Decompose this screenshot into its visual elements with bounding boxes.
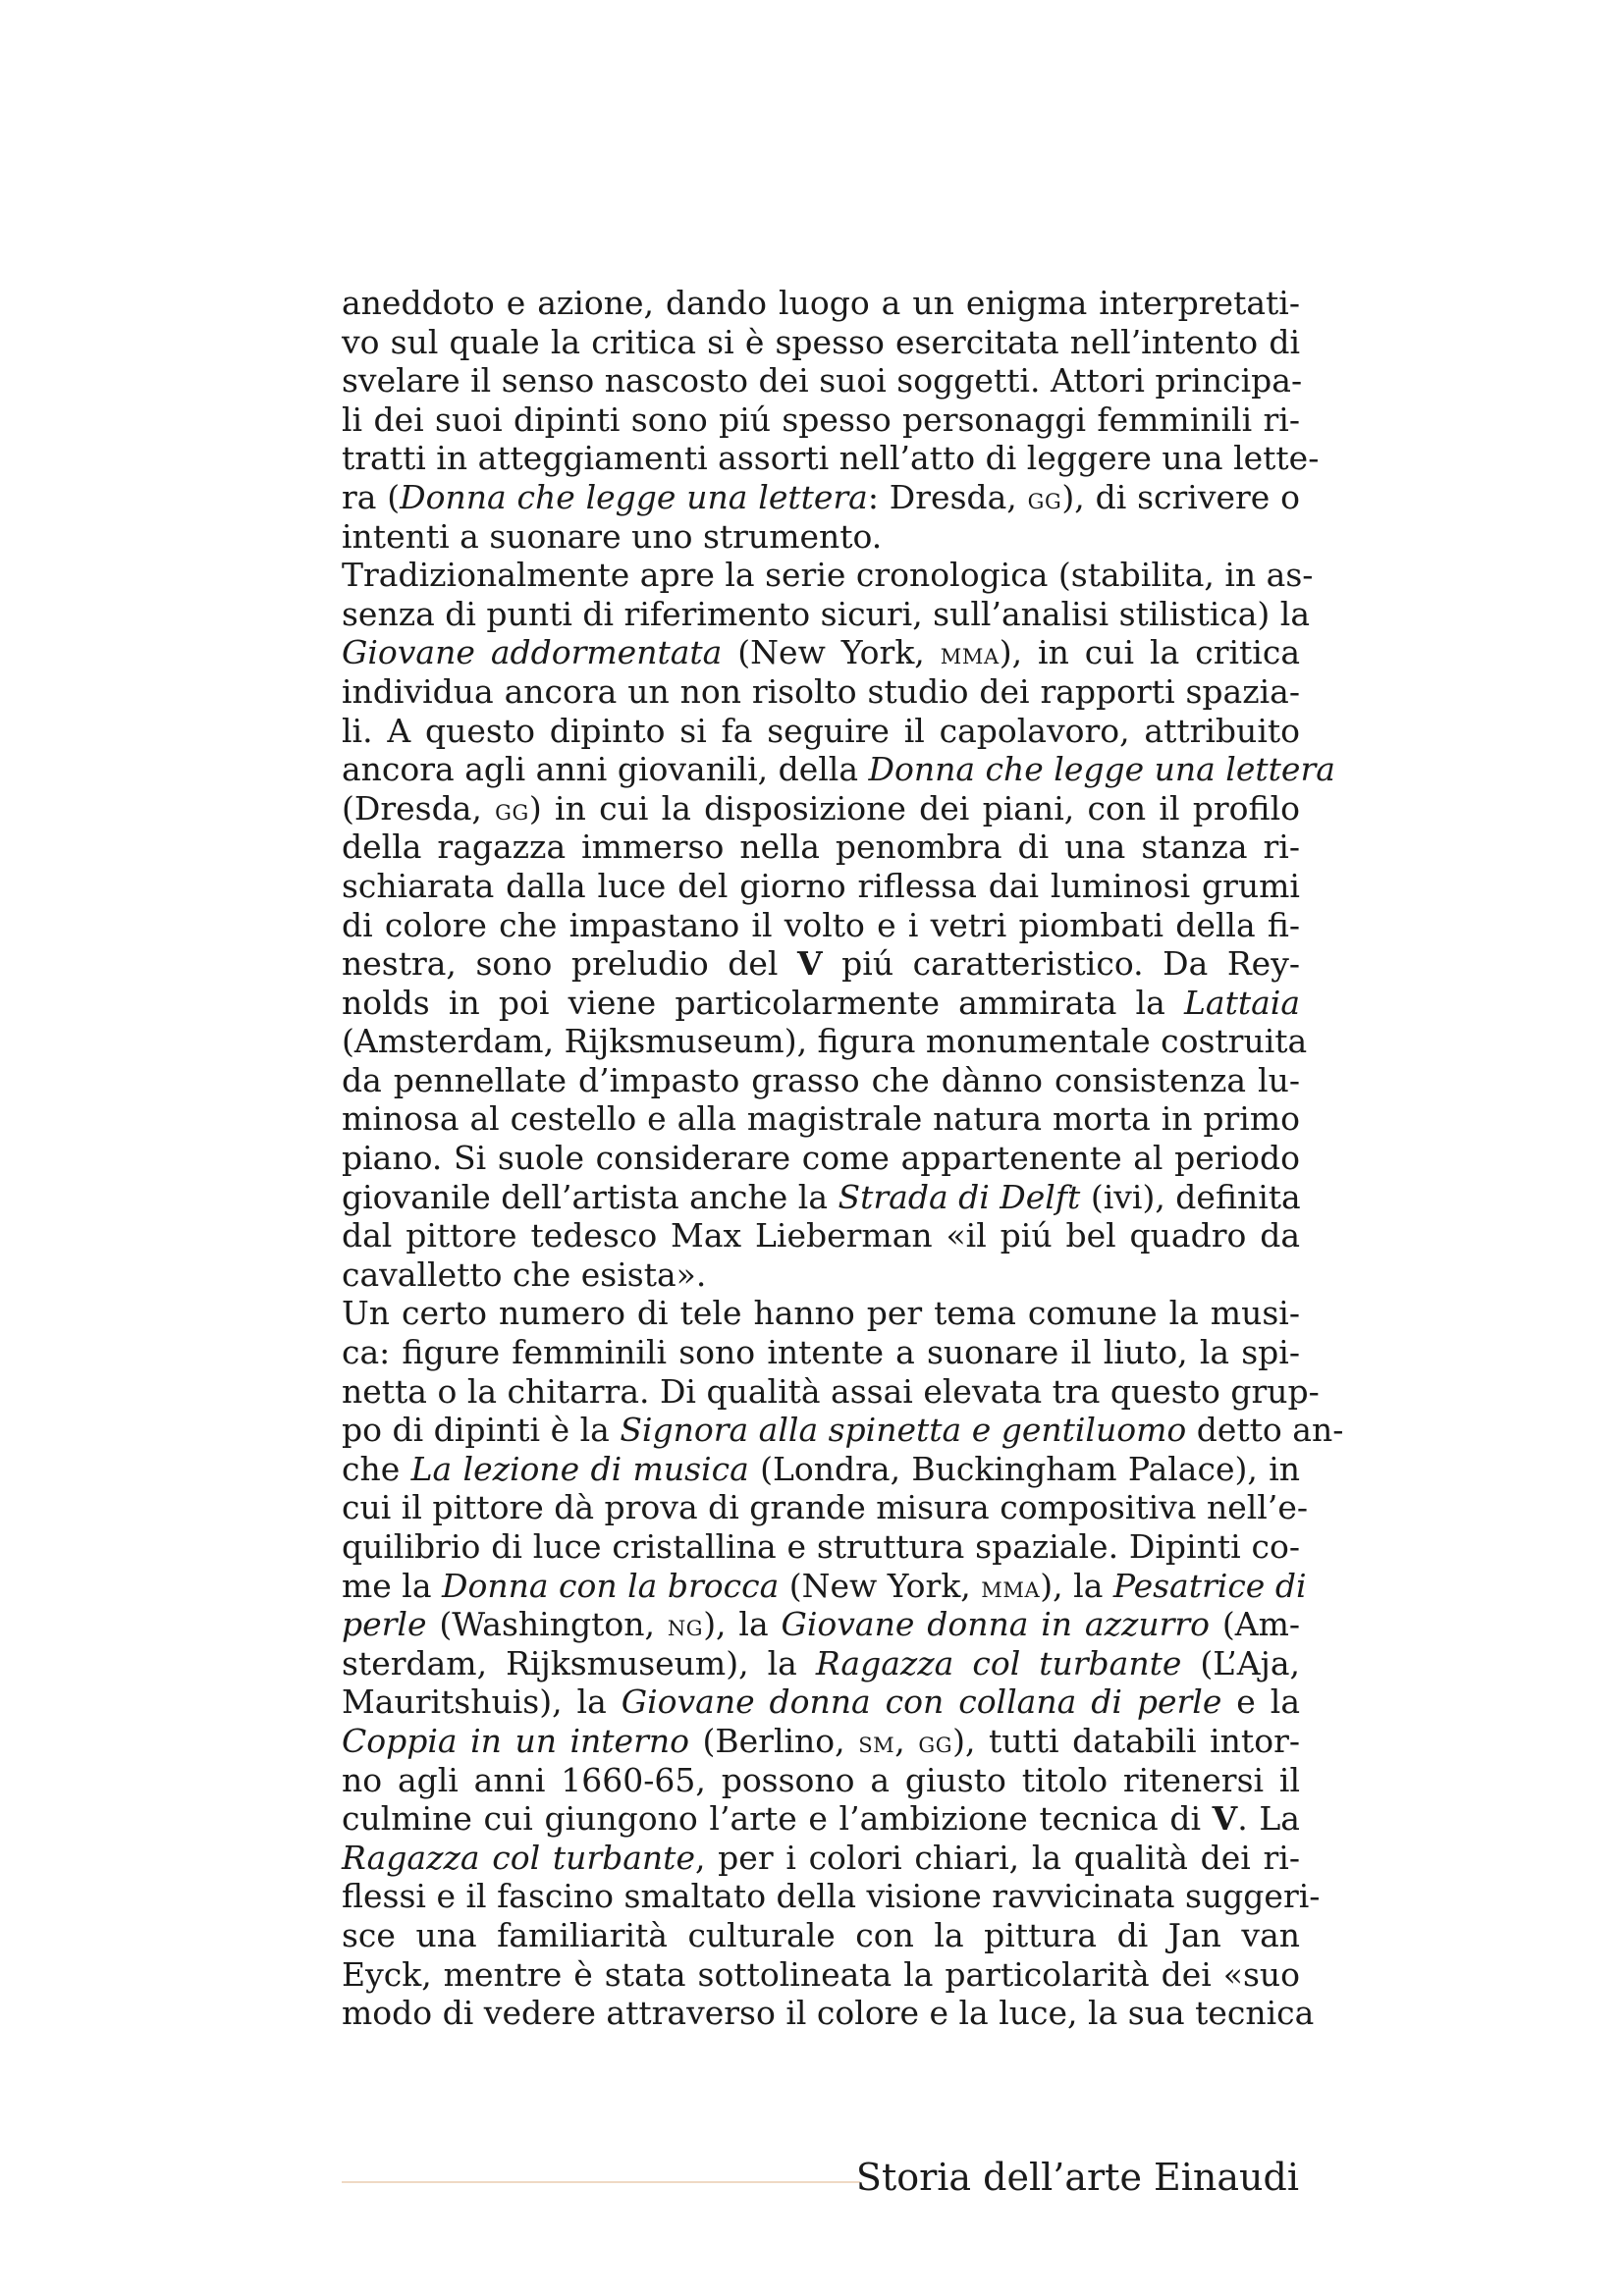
italic-title: Ragazza col turbante	[815, 1643, 1182, 1682]
text-line	[342, 1994, 1315, 2033]
text-line	[342, 1178, 1300, 1217]
text-run: che	[342, 1449, 411, 1488]
text-line	[342, 1682, 1300, 1722]
text-line	[342, 984, 1300, 1023]
text-line	[342, 1839, 1300, 1878]
text-run: li. A questo dipinto si fa seguire il capolavoro, attribuito	[342, 711, 1300, 750]
italic-title: Giovane donna con collana di perle	[621, 1682, 1222, 1722]
text-line	[342, 1488, 1309, 1527]
text-run: ) in cui la disposizione dei piani, con il profilo	[528, 788, 1300, 828]
text-run: svelare il senso nascosto dei suoi soggetti. Attori principa-	[342, 361, 1303, 400]
text-run: di colore che impastano il volto e i vetri piombati della fi-	[342, 905, 1300, 944]
text-run: giovanile dell’artista anche la	[342, 1177, 839, 1216]
text-run: ), la	[1040, 1566, 1113, 1605]
footer-rule	[342, 2181, 860, 2183]
abbreviation: mma	[940, 637, 1000, 672]
text-run: (Washington,	[426, 1605, 668, 1644]
text-run: (Amsterdam, Rijksmuseum), figura monumentale costruita	[342, 1022, 1308, 1061]
text-line	[342, 1566, 1307, 1606]
text-run: e la	[1221, 1682, 1300, 1722]
text-run: Mauritshuis), la	[342, 1682, 622, 1722]
bold-initial: V	[797, 944, 823, 984]
text-run: culmine cui giungono l’arte e l’ambizione tecnica di	[342, 1799, 1213, 1839]
abbreviation: gg	[495, 792, 529, 828]
text-line	[342, 789, 1300, 828]
footer-book-title: Storia dell’arte Einaudi	[855, 2156, 1299, 2199]
text-run: cui il pittore dà prova di grande misura compositiva nell’e-	[342, 1488, 1309, 1527]
text-run: po di dipinti è la	[342, 1411, 621, 1450]
text-line	[342, 906, 1300, 945]
text-line	[342, 1294, 1300, 1333]
text-line	[342, 1139, 1300, 1178]
italic-title: La lezione di musica	[410, 1449, 749, 1488]
text-run: sce una familiarità culturale con la pittura di Jan van	[342, 1915, 1300, 1954]
text-line	[342, 1061, 1300, 1100]
text-run: individua ancora un non risolto studio dei rapporti spazia-	[342, 671, 1300, 711]
text-run: li dei suoi dipinti sono piú spesso personaggi femminili ri-	[342, 400, 1300, 439]
text-run: da pennellate d’impasto grasso che dànno consistenza lu-	[342, 1060, 1300, 1099]
italic-title: Strada di Delft	[838, 1177, 1081, 1216]
text-line	[342, 1799, 1300, 1839]
text-run: cavalletto che esista».	[342, 1255, 707, 1294]
italic-title: Donna che legge una lettera	[868, 750, 1335, 789]
text-run: ancora agli anni giovanili, della	[342, 750, 869, 789]
text-run: (New York,	[722, 633, 941, 672]
text-run: nolds in poi viene particolarmente ammirata la	[342, 983, 1184, 1022]
text-run: piú caratteristico. Da Rey-	[822, 944, 1300, 984]
text-run: aneddoto e azione, dando luogo a un enigma interpretati-	[342, 284, 1300, 322]
text-run: ), di scrivere o	[1061, 477, 1300, 516]
text-line	[342, 633, 1300, 672]
text-run: ), tutti databili intor-	[952, 1721, 1300, 1760]
text-line	[342, 867, 1300, 906]
text-run: (Londra, Buckingham Palace), in	[748, 1449, 1300, 1488]
text-run: (Berlino,	[688, 1721, 859, 1760]
text-line	[342, 1527, 1300, 1567]
text-run: . La	[1237, 1799, 1300, 1839]
text-line	[342, 1644, 1300, 1683]
text-line	[342, 1411, 1344, 1450]
italic-title: perle	[342, 1605, 427, 1644]
text-line	[342, 1022, 1308, 1061]
text-line	[342, 439, 1320, 478]
text-run: , per i colori chiari, la qualità dei ri-	[694, 1838, 1300, 1877]
text-run: Un certo numero di tele hanno per tema comune la musi-	[342, 1294, 1300, 1333]
italic-title: Ragazza col turbante	[342, 1838, 695, 1877]
text-line	[342, 672, 1300, 712]
text-line	[342, 1722, 1300, 1761]
text-line	[342, 750, 1335, 789]
text-run: (Am-	[1210, 1605, 1301, 1644]
text-line	[342, 1255, 1300, 1295]
text-run: netta o la chitarra. Di qualità assai elevata tra questo grup-	[342, 1371, 1320, 1411]
text-run: (L’Aja,	[1181, 1643, 1300, 1682]
text-line	[342, 556, 1314, 595]
text-run: minosa al cestello e alla magistrale natura morta in primo	[342, 1099, 1300, 1139]
text-line	[342, 1761, 1300, 1800]
text-run: ), in cui la critica	[999, 633, 1300, 672]
bold-initial: V	[1212, 1799, 1238, 1839]
text-run: ra (	[342, 477, 401, 516]
text-line	[342, 1916, 1300, 1955]
italic-title: Pesatrice di	[1112, 1566, 1307, 1605]
text-run: della ragazza immerso nella penombra di una stanza ri-	[342, 828, 1300, 867]
abbreviation: gg	[1027, 481, 1062, 516]
italic-title: Giovane donna in azzurro	[781, 1605, 1211, 1644]
text-line	[342, 478, 1300, 517]
text-line	[342, 517, 1300, 557]
abbreviation: gg	[918, 1725, 953, 1760]
text-run: Eyck, mentre è stata sottolineata la particolarità dei «suo	[342, 1954, 1300, 1994]
text-run: ca: figure femminili sono intente a suonare il liuto, la spi-	[342, 1333, 1300, 1372]
text-run: no agli anni 1660-65, possono a giusto titolo ritenersi il	[342, 1760, 1300, 1799]
text-line	[342, 284, 1300, 323]
text-line	[342, 828, 1300, 867]
text-line	[342, 1099, 1300, 1139]
text-line	[342, 594, 1311, 634]
text-run: modo di vedere attraverso il colore e la luce, la sua tecnica	[342, 1994, 1315, 2033]
text-run: ), la	[703, 1605, 782, 1644]
text-run: : Dresda,	[867, 477, 1028, 516]
text-line	[342, 944, 1300, 984]
italic-title: Giovane addormentata	[342, 633, 723, 672]
text-run: Tradizionalmente apre la serie cronologica (stabilita, in as-	[342, 556, 1314, 595]
text-line	[342, 1877, 1321, 1916]
italic-title: Donna che legge una lettera	[400, 477, 868, 516]
text-run: (Dresda,	[342, 788, 496, 828]
body-text-column	[342, 284, 1344, 2033]
text-run: schiarata dalla luce del giorno riflessa dai luminosi grumi	[342, 866, 1300, 905]
text-line	[342, 1216, 1300, 1255]
text-run: flessi e il fascino smaltato della visione ravvicinata suggeri-	[342, 1877, 1321, 1916]
text-run: nestra, sono preludio del	[342, 944, 797, 984]
italic-title: Lattaia	[1183, 983, 1300, 1022]
text-line	[342, 361, 1303, 400]
italic-title: Coppia in un interno	[342, 1721, 689, 1760]
text-run: me la	[342, 1566, 443, 1605]
text-run: dal pittore tedesco Max Lieberman «il piú bel quadro da	[342, 1216, 1300, 1255]
text-line	[342, 1450, 1300, 1489]
text-line	[342, 1955, 1300, 1995]
text-run: (New York,	[779, 1566, 982, 1605]
text-line	[342, 1333, 1300, 1372]
abbreviation: mma	[981, 1570, 1041, 1605]
text-line	[342, 712, 1300, 751]
abbreviation: ng	[667, 1609, 704, 1644]
text-line	[342, 323, 1300, 362]
text-line	[342, 1605, 1300, 1644]
italic-title: Donna con la brocca	[442, 1566, 780, 1605]
abbreviation: sm	[858, 1725, 895, 1760]
text-run: vo sul quale la critica si è spesso esercitata nell’intento di	[342, 322, 1300, 361]
text-run: piano. Si suole considerare come appartenente al periodo	[342, 1139, 1300, 1178]
text-run: ,	[894, 1721, 919, 1760]
text-line	[342, 400, 1300, 440]
text-run: quilibrio di luce cristallina e struttura spaziale. Dipinti co-	[342, 1527, 1300, 1566]
text-run: intenti a suonare uno strumento.	[342, 516, 883, 556]
text-run: detto an-	[1186, 1411, 1344, 1450]
text-run: tratti in atteggiamenti assorti nell’atto di leggere una lette-	[342, 439, 1320, 478]
text-run: (ivi), definita	[1080, 1177, 1301, 1216]
text-run: senza di punti di riferimento sicuri, sull’analisi stilistica) la	[342, 594, 1311, 633]
text-line	[342, 1371, 1320, 1412]
italic-title: Signora alla spinetta e gentiluomo	[620, 1411, 1187, 1450]
text-run: sterdam, Rijksmuseum), la	[342, 1643, 816, 1682]
